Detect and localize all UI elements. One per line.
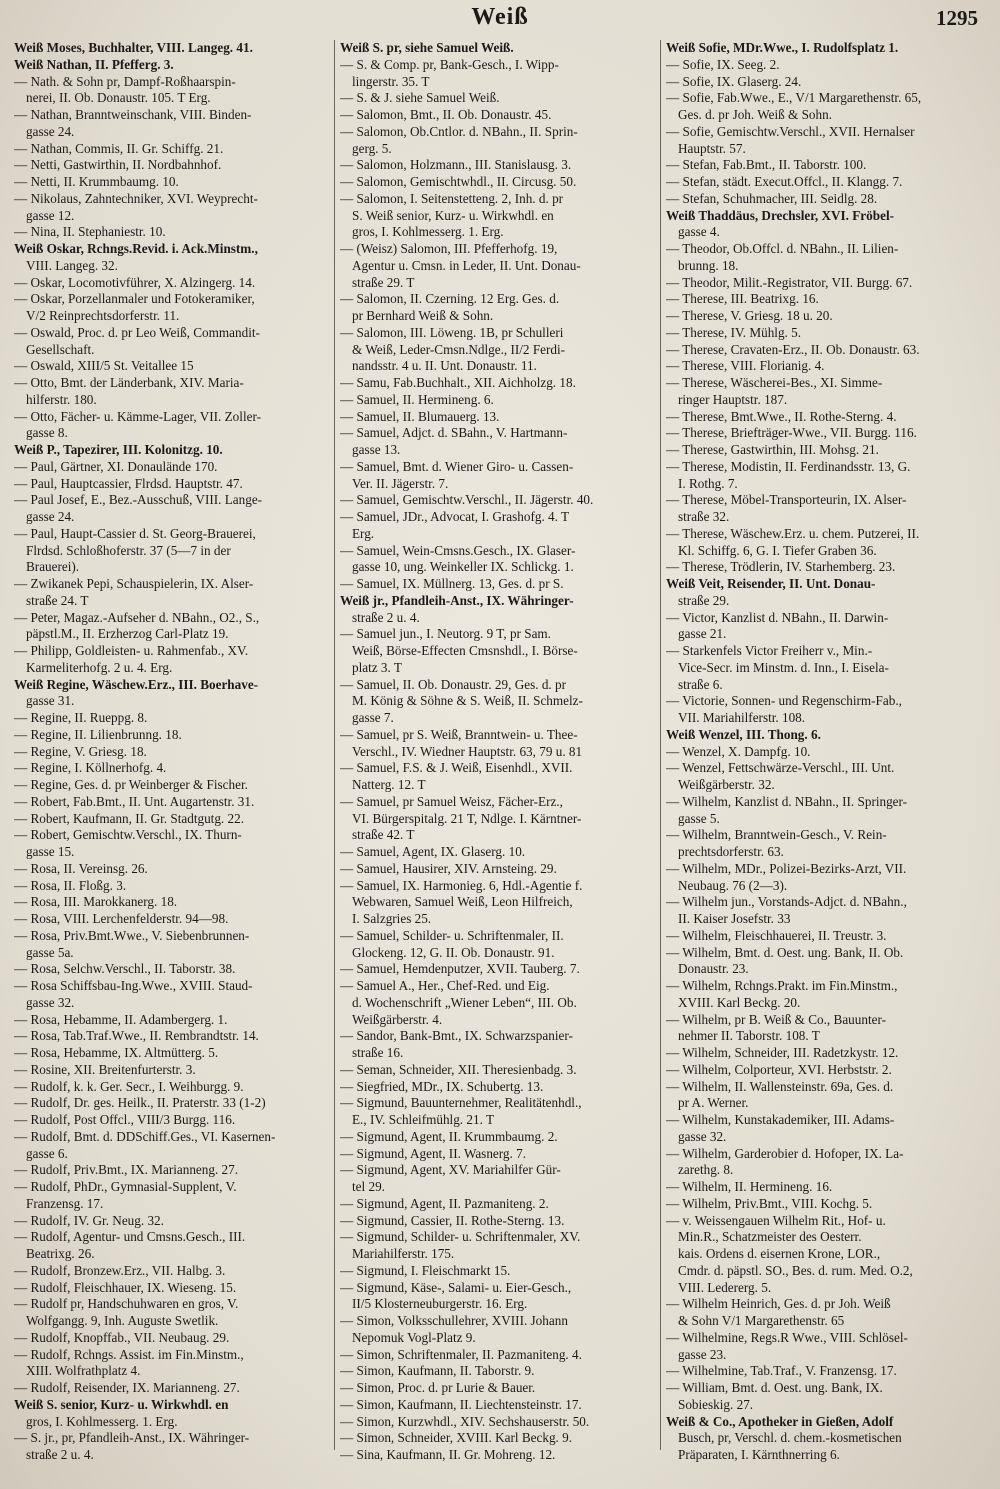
directory-entry-line: Mariahilferstr. 175. [352, 1246, 455, 1261]
directory-entry-line: Weiß Moses, Buchhalter, VIII. Langeg. 41. [14, 40, 253, 55]
directory-entry-line: V/2 Reinprechtsdorferstr. 11. [26, 308, 180, 323]
directory-entry-line: — Victor, Kanzlist d. NBahn., II. Darwin- [666, 609, 889, 625]
directory-entry-line: Karmeliterhofg. 2 u. 4. Erg. [26, 659, 173, 675]
directory-entry-line: gasse 5. [678, 810, 720, 826]
directory-entry-line: Hauptstr. 57. [678, 140, 746, 156]
directory-entry-line: — Therese, Wäscherei-Bes., XI. Simme- [666, 375, 883, 390]
directory-entry-line: gerg. 5. [352, 140, 392, 156]
directory-entry-line: gasse 21. [678, 626, 727, 642]
directory-entry-line: E., IV. Schleifmühlg. 21. T [352, 1112, 495, 1127]
directory-entry-line: gasse 32. [26, 994, 75, 1010]
directory-entry-line: — Regine, V. Griesg. 18. [14, 743, 147, 759]
directory-entry-line: straße 32. [678, 509, 730, 524]
directory-entry-line: — Rosa, VIII. Lerchenfelderstr. 94—98. [14, 911, 229, 926]
directory-entry-line: nehmer II. Taborstr. 108. T [678, 1028, 820, 1044]
directory-entry-line: nandsstr. 4 u. II. Unt. Donaustr. 11. [352, 358, 537, 374]
column-divider [334, 40, 335, 1450]
directory-entry-line: — Sigmund, Agent, II. Pazmaniteng. 2. [340, 1195, 549, 1211]
directory-entry-line: — Nikolaus, Zahntechniker, XVI. Weyprecht- [14, 190, 258, 206]
directory-entry-line: — Rudolf, Bmt. d. DDSchiff.Ges., VI. Kasernen- [14, 1128, 276, 1144]
directory-entry-line: — Philipp, Goldleisten- u. Rahmenfab., XV. [14, 643, 249, 658]
directory-entry-line: prechtsdorferstr. 63. [678, 844, 784, 859]
directory-entry-line: VIII. Langeg. 32. [26, 257, 118, 273]
directory-entry-line: Weißgärberstr. 32. [678, 777, 775, 792]
directory-entry-line: — Samuel A., Her., Chef-Red. und Eig. [340, 978, 550, 993]
directory-entry-line: — Wilhelm, MDr., Polizei-Bezirks-Arzt, VII. [666, 860, 907, 876]
directory-entry-line: Kl. Schiffg. 6, G. I. Tiefer Graben 36. [678, 542, 877, 558]
directory-entry-line: — Samuel, Adjct. d. SBahn., V. Hartmann- [340, 425, 568, 441]
directory-entry-line: — Rosa, Hebamme, II. Adambergerg. 1. [14, 1011, 228, 1027]
directory-entry-line: — Sigmund, Cassier, II. Rothe-Sterng. 13. [340, 1212, 565, 1228]
column-2 [340, 40, 658, 1464]
directory-entry-line: gasse 5a. [26, 944, 74, 960]
directory-entry-line: gasse 31. [26, 693, 75, 709]
directory-entry-line: Weiß, Börse-Effecten Cmsnshdl., I. Börse- [352, 643, 578, 658]
directory-entry-line: — Wilhelm, Kunstakademiker, III. Adams- [666, 1112, 895, 1127]
directory-entry-line: II/5 Klosterneuburgerstr. 16. Erg. [352, 1296, 528, 1312]
directory-entry-line: — Simon, Schriftenmaler, II. Pazmaniteng. 4. [340, 1346, 582, 1362]
directory-entry-line: — Samuel, Agent, IX. Glaserg. 10. [340, 844, 526, 859]
directory-entry-line: — Rudolf, Post Offcl., VIII/3 Burgg. 116. [14, 1112, 236, 1127]
directory-entry-line: — Rudolf pr, Handschuhwaren en gros, V. [14, 1296, 239, 1312]
column-3 [666, 40, 984, 1464]
directory-entry-line: — Sofie, Gemischtw.Verschl., XVII. Hernalser [666, 123, 915, 139]
directory-entry-line: — Zwikanek Pepi, Schauspielerin, IX. Alser- [14, 576, 254, 591]
directory-entry-line: nerei, II. Ob. Donaustr. 105. T Erg. [26, 90, 211, 106]
directory-entry-line: Nepomuk Vogl-Platz 9. [352, 1329, 476, 1345]
directory-entry-line: gasse 7. [352, 710, 394, 725]
directory-entry-line: — Wilhelm, II. Hermineng. 16. [666, 1179, 833, 1194]
directory-entry-line: — Wilhelm, Garderobier d. Hofoper, IX. La- [666, 1145, 904, 1161]
directory-entry-line: gasse 15. [26, 844, 75, 859]
directory-entry-line: — Salomon, Holzmann., III. Stanislausg. 3. [340, 157, 572, 173]
directory-entry-line: brunng. 18. [678, 257, 739, 273]
directory-entry-line: — Starkenfels Victor Freiherr v., Min.- [666, 643, 873, 658]
directory-entry-line: — Paul, Haupt-Cassier d. St. Georg-Brauerei, [14, 525, 256, 541]
directory-entry-line: straße 2 u. 4. [26, 1447, 94, 1462]
directory-entry-line: — Wilhelm, Rchngs.Prakt. im Fin.Minstm., [666, 978, 898, 993]
directory-entry-line: — Therese, III. Beatrixg. 16. [666, 291, 819, 307]
directory-entry-line: platz 3. T [352, 659, 402, 675]
directory-entry-line: — Stefan, Schuhmacher, III. Seidlg. 28. [666, 190, 878, 206]
directory-entry-line: — Rosa, Tab.Traf.Wwe., II. Rembrandtstr. 14. [14, 1028, 259, 1044]
directory-entry-line: — Rudolf, Fleischhauer, IX. Wieseng. 15. [14, 1279, 237, 1295]
directory-entry-line: — Wilhelm, Branntwein-Gesch., V. Rein- [666, 827, 887, 843]
directory-entry-line: II. Kaiser Josefstr. 33 [678, 911, 791, 926]
directory-entry-line: — Nathan, Branntweinschank, VIII. Binden- [14, 107, 252, 122]
directory-entry-line: straße 29. [678, 592, 730, 608]
directory-entry-line: — Rudolf, Bronzew.Erz., VII. Halbg. 3. [14, 1262, 226, 1278]
directory-entry-line: — Salomon, II. Czerning. 12 Erg. Ges. d. [340, 291, 560, 307]
directory-entry-line: — Rosa Schiffsbau-Ing.Wwe., XVIII. Staud- [14, 978, 253, 993]
directory-entry-line: gasse 23. [678, 1346, 727, 1362]
directory-entry-line: — Rudolf, IV. Gr. Neug. 32. [14, 1212, 164, 1228]
directory-entry-line: — Sandor, Bank-Bmt., IX. Schwarzspanier- [340, 1028, 573, 1044]
directory-entry-line: — Nina, II. Stephaniestr. 10. [14, 224, 166, 240]
directory-entry-line: I. Rothg. 7. [678, 475, 738, 491]
directory-entry-line: — Regine, II. Lilienbrunng. 18. [14, 726, 182, 742]
page-title: Weiß [471, 4, 529, 30]
directory-entry-line: — Wilhelm, Priv.Bmt., VIII. Kochg. 5. [666, 1195, 873, 1211]
directory-entry-line: — Samuel jun., I. Neutorg. 9 T, pr Sam. [340, 626, 551, 642]
column-divider [660, 40, 661, 1450]
directory-entry-line: — Rosa, Priv.Bmt.Wwe., V. Siebenbrunnen- [14, 927, 250, 943]
directory-entry-line: — Wilhelmine, Regs.R Wwe., VIII. Schlösel- [666, 1329, 908, 1345]
directory-entry-line: — Sofie, IX. Glaserg. 24. [666, 73, 802, 89]
directory-entry-line: — Samu, Fab.Buchhalt., XII. Aichholzg. 18. [340, 375, 576, 390]
directory-entry-line: — Stefan, städt. Execut.Offcl., II. Klangg. 7. [666, 174, 903, 189]
directory-entry-line: — Rudolf, k. k. Ger. Secr., I. Weihburgg. 9. [14, 1078, 244, 1094]
directory-entry-line: Franzensg. 17. [26, 1195, 104, 1211]
directory-entry-line: — Therese, Trödlerin, IV. Starhemberg. 23. [666, 559, 896, 575]
directory-entry-line: XIII. Wolfrathplatz 4. [26, 1363, 141, 1379]
directory-entry-line: — S. & Comp. pr, Bank-Gesch., I. Wipp- [340, 56, 559, 72]
page-number: 1295 [936, 6, 978, 30]
directory-entry-line: — Rosa, Selchw.Verschl., II. Taborstr. 38. [14, 961, 236, 977]
directory-entry-line: straße 2 u. 4. [352, 609, 420, 625]
directory-entry-line: Gesellschaft. [26, 341, 95, 357]
directory-entry-line: Glockeng. 12, G. II. Ob. Donaustr. 91. [352, 944, 555, 960]
directory-entry-line: — Therese, Wäschew.Erz. u. chem. Putzerei, II. [666, 525, 920, 541]
directory-entry-line: — Nath. & Sohn pr, Dampf-Roßhaarspin- [14, 73, 236, 89]
directory-entry-line: — Rudolf, Rchngs. Assist. im Fin.Minstm., [14, 1346, 244, 1362]
directory-entry-line: — Samuel, pr S. Weiß, Branntwein- u. Thee- [340, 726, 578, 742]
directory-entry-line: Min.R., Schatzmeister des Oesterr. [678, 1229, 862, 1245]
column-1 [14, 40, 332, 1464]
directory-entry-line: — Rudolf, PhDr., Gymnasial-Supplent, V. [14, 1179, 237, 1194]
directory-entry-line: — Salomon, Gemischtwhdl., II. Circusg. 50. [340, 174, 577, 189]
directory-entry-line: Weiß Thaddäus, Drechsler, XVI. Fröbel- [666, 207, 894, 223]
directory-entry-line: gasse 24. [26, 509, 75, 524]
directory-entry-line: — Wilhelm, Schneider, III. Radetzkystr. 12. [666, 1045, 899, 1060]
directory-entry-line: — Sigmund, Agent, II. Krummbaumg. 2. [340, 1128, 558, 1144]
directory-entry-line: gros, I. Kohlmesserg. 1. Erg. [352, 224, 504, 240]
directory-entry-line: tel 29. [352, 1179, 385, 1194]
directory-entry-line: — Otto, Bmt. der Länderbank, XIV. Maria- [14, 375, 244, 390]
directory-entry-line: — Rosa, II. Floßg. 3. [14, 877, 127, 893]
directory-entry-line: — Robert, Fab.Bmt., II. Unt. Augartenstr. 31. [14, 793, 255, 809]
directory-entry-line: Verschl., IV. Wiedner Hauptstr. 63, 79 u. 81 [352, 743, 583, 759]
directory-entry-line: Weiß Regine, Wäschew.Erz., III. Boerhave- [14, 676, 259, 692]
directory-entry-line: Weiß S. senior, Kurz- u. Wirkwhdl. en [14, 1396, 229, 1412]
directory-entry-line: I. Salzgries 25. [352, 911, 432, 926]
directory-entry-line: d. Wochenschrift „Wiener Leben“, III. Ob. [352, 994, 577, 1010]
directory-entry-line: — Oswald, Proc. d. pr Leo Weiß, Commandit- [14, 324, 260, 340]
directory-entry-line: — Siegfried, MDr., IX. Schubertg. 13. [340, 1078, 544, 1094]
directory-entry-line: — Therese, Cravaten-Erz., II. Ob. Donaustr. 63. [666, 341, 920, 357]
directory-entry-line: — Wilhelm, Kanzlist d. NBahn., II. Springer- [666, 793, 908, 809]
directory-entry-line: S. Weiß senior, Kurz- u. Wirkwhdl. en [352, 207, 554, 223]
directory-entry-line: — Sigmund, Bauunternehmer, Realitätenhdl., [340, 1095, 582, 1111]
directory-entry-line: — Samuel, II. Ob. Donaustr. 29, Ges. d. pr [340, 676, 566, 692]
directory-entry-line: — Wilhelm, II. Wallensteinstr. 69a, Ges. d. [666, 1078, 894, 1094]
directory-entry-line: — Sigmund, Schilder- u. Schriftenmaler, XV. [340, 1229, 581, 1245]
directory-entry-line: — Samuel, Bmt. d. Wiener Giro- u. Cassen- [340, 458, 574, 474]
directory-entry-line: Ges. d. pr Joh. Weiß & Sohn. [678, 107, 833, 122]
directory-entry-line: gasse 4. [678, 224, 720, 240]
directory-entry-line: — Samuel, pr Samuel Weisz, Fächer-Erz., [340, 793, 563, 809]
directory-entry-line: lingerstr. 35. T [352, 73, 430, 89]
directory-entry-line: — Wilhelm jun., Vorstands-Adjct. d. NBahn., [666, 894, 907, 910]
directory-entry-line: — Rosa, Hebamme, IX. Altmütterg. 5. [14, 1045, 219, 1060]
directory-entry-line: — Simon, Kaufmann, II. Taborstr. 9. [340, 1363, 535, 1379]
directory-entry-line: Neubaug. 76 (2—3). [678, 877, 788, 893]
directory-entry-line: — Paul Josef, E., Bez.-Ausschuß, VIII. Lange- [14, 492, 263, 508]
directory-entry-line: VIII. Ledererg. 5. [678, 1279, 772, 1295]
directory-entry-line: Brauerei). [26, 559, 80, 575]
directory-entry-line: — Wenzel, X. Dampfg. 10. [666, 743, 811, 759]
directory-entry-line: päpstl.M., II. Erzherzog Carl-Platz 19. [26, 626, 229, 642]
directory-entry-line: straße 6. [678, 676, 723, 692]
directory-entry-line: — Netti, II. Krummbaumg. 10. [14, 174, 179, 189]
directory-entry-line: — Oskar, Porzellanmaler und Fotokeramiker, [14, 291, 255, 307]
directory-entry-line: — Samuel, Gemischtw.Verschl., II. Jägerstr. 40. [340, 492, 594, 508]
directory-entry-line: straße 24. T [26, 592, 89, 608]
directory-entry-line: Weiß Veit, Reisender, II. Unt. Donau- [666, 576, 876, 591]
directory-entry-line: — Rosa, III. Marokkanerg. 18. [14, 894, 178, 910]
directory-entry-line: — Simon, Proc. d. pr Lurie & Bauer. [340, 1380, 536, 1395]
directory-entry-line: pr A. Werner. [678, 1095, 749, 1111]
directory-entry-line: Flrdsd. Schloßhoferstr. 37 (5—7 in der [26, 542, 231, 558]
directory-entry-line: — Samuel, Hausirer, XIV. Arnsteing. 29. [340, 860, 557, 876]
directory-entry-line: — Samuel, JDr., Advocat, I. Grashofg. 4. T [340, 509, 570, 524]
directory-entry-line: — Rudolf, Knopffab., VII. Neubaug. 29. [14, 1329, 230, 1345]
directory-entry-line: — Therese, Gastwirthin, III. Mohsg. 21. [666, 442, 879, 457]
directory-entry-line: — Therese, Bmt.Wwe., II. Rothe-Sterng. 4. [666, 408, 897, 424]
directory-entry-line: — Sofie, Fab.Wwe., E., V/1 Margarethenstr. 65, [666, 90, 922, 106]
directory-entry-line: — Sigmund, Käse-, Salami- u. Eier-Gesch., [340, 1279, 572, 1295]
directory-entry-line: Erg. [352, 525, 375, 541]
directory-entry-line: Donaustr. 23. [678, 961, 749, 977]
directory-entry-line: — Therese, VIII. Florianig. 4. [666, 358, 825, 374]
directory-entry-line: — Wilhelmine, Tab.Traf., V. Franzensg. 17. [666, 1363, 897, 1379]
directory-entry-line: — Stefan, Fab.Bmt., II. Taborstr. 100. [666, 157, 867, 173]
directory-entry-line: Beatrixg. 26. [26, 1246, 95, 1261]
directory-entry-line: — Wilhelm Heinrich, Ges. d. pr Joh. Weiß [666, 1296, 891, 1312]
directory-entry-line: Präparaten, I. Kärnthnerring 6. [678, 1447, 840, 1462]
directory-entry-line: — Theodor, Milit.-Registrator, VII. Burgg. 67. [666, 274, 913, 290]
directory-entry-line: — Seman, Schneider, XII. Theresienbadg. 3. [340, 1061, 577, 1077]
directory-entry-line: Weiß Wenzel, III. Thong. 6. [666, 726, 821, 742]
directory-entry-line: Sobieskig. 27. [678, 1396, 754, 1412]
directory-entry-line: — Rosine, XII. Breitenfurterstr. 3. [14, 1061, 196, 1077]
directory-entry-line: — Simon, Kaufmann, II. Liechtensteinstr. 17. [340, 1396, 582, 1412]
directory-entry-line: — Therese, Briefträger-Wwe., VII. Burgg. 116. [666, 425, 917, 441]
directory-entry-line: — Otto, Fächer- u. Kämme-Lager, VII. Zoller- [14, 408, 261, 424]
directory-entry-line: — Netti, Gastwirthin, II. Nordbahnhof. [14, 157, 222, 173]
directory-entry-line: ringer Hauptstr. 187. [678, 391, 788, 407]
directory-entry-line: — S. & J. siehe Samuel Weiß. [340, 90, 500, 106]
directory-entry-line: — Samuel, II. Hermineng. 6. [340, 391, 494, 407]
directory-entry-line: & Sohn V/1 Margarethenstr. 65 [678, 1313, 845, 1328]
directory-entry-line: — Paul, Gärtner, XI. Donaulände 170. [14, 458, 218, 474]
directory-entry-line: — Therese, IV. Mühlg. 5. [666, 324, 802, 340]
directory-entry-line: — Wenzel, Fettschwärze-Verschl., III. Unt. [666, 760, 895, 776]
directory-entry-line: — Salomon, III. Löweng. 1B, pr Schulleri [340, 324, 564, 340]
directory-entry-line: — Salomon, I. Seitenstetteng. 2, Inh. d. pr [340, 190, 564, 206]
directory-entry-line: kais. Ordens d. eisernen Krone, LOR., [678, 1246, 881, 1261]
directory-entry-line: gasse 10, ung. Weinkeller IX. Schlickg. 1. [352, 559, 574, 575]
directory-entry-line: — Nathan, Commis, II. Gr. Schiffg. 21. [14, 140, 224, 156]
directory-entry-line: Ver. II. Jägerstr. 7. [352, 475, 449, 491]
directory-entry-line: gasse 8. [26, 425, 68, 441]
directory-entry-line: Weiß jr., Pfandleih-Anst., IX. Währinger- [340, 592, 574, 608]
directory-entry-line: — Rudolf, Agentur- und Cmsns.Gesch., III. [14, 1229, 246, 1245]
directory-entry-line: zarethg. 8. [678, 1162, 734, 1178]
directory-entry-line: gasse 6. [26, 1145, 68, 1161]
directory-entry-line: gros, I. Kohlmesserg. 1. Erg. [26, 1413, 178, 1429]
directory-entry-line: — Salomon, Bmt., II. Ob. Donaustr. 45. [340, 107, 552, 122]
directory-entry-line: — Therese, Möbel-Transporteurin, IX. Alser- [666, 492, 907, 508]
directory-entry-line: — Rudolf, Dr. ges. Heilk., II. Praterstr. 33 (1-2) [14, 1095, 266, 1111]
directory-entry-line: — Samuel, Hemdenputzer, XVII. Tauberg. 7. [340, 961, 580, 977]
directory-entry-line: — Samuel, Schilder- u. Schriftenmaler, II. [340, 927, 564, 943]
directory-entry-line: — Sigmund, I. Fleischmarkt 15. [340, 1262, 511, 1278]
directory-entry-line: Weiß S. pr, siehe Samuel Weiß. [340, 40, 514, 55]
directory-entry-line: — Wilhelm, Colporteur, XVI. Herbststr. 2. [666, 1061, 892, 1077]
directory-entry-line: — Sigmund, Agent, XV. Mariahilfer Gür- [340, 1162, 561, 1178]
directory-entry-line: straße 29. T [352, 274, 415, 290]
directory-entry-line: — Simon, Volksschullehrer, XVIII. Johann [340, 1313, 568, 1328]
directory-entry-line: Agentur u. Cmsn. in Leder, II. Unt. Donau- [352, 257, 581, 273]
directory-entry-line: — Sigmund, Agent, II. Wasnerg. 7. [340, 1145, 526, 1161]
directory-entry-line: Weiß & Co., Apotheker in Gießen, Adolf [666, 1413, 894, 1429]
directory-entry-line: Wolfgangg. 9, Inh. Auguste Swetlik. [26, 1313, 219, 1328]
directory-entry-line: — Peter, Magaz.-Aufseher d. NBahn., O2., S., [14, 609, 260, 625]
directory-entry-line: — Salomon, Ob.Cntlor. d. NBahn., II. Sprin- [340, 123, 578, 139]
directory-entry-line: — Wilhelm, Fleischhauerei, II. Treustr. 3. [666, 927, 887, 943]
directory-entry-line: gasse 24. [26, 123, 75, 139]
directory-entry-line: — Oswald, XIII/5 St. Veitallee 15 [14, 358, 194, 374]
directory-entry-line: — Theodor, Ob.Offcl. d. NBahn., II. Lilien- [666, 241, 899, 256]
directory-entry-line: — Regine, I. Köllnerhofg. 4. [14, 760, 167, 776]
directory-entry-line: — Samuel, II. Blumauerg. 13. [340, 408, 500, 424]
directory-entry-line: gasse 12. [26, 207, 75, 223]
directory-entry-line: — Paul, Hauptcassier, Flrdsd. Hauptstr. 47. [14, 475, 243, 491]
directory-entry-line: — William, Bmt. d. Oest. ung. Bank, IX. [666, 1380, 883, 1395]
directory-entry-line: — Robert, Gemischtw.Verschl., IX. Thurn- [14, 827, 242, 843]
directory-entry-line: — Rudolf, Reisender, IX. Marianneng. 27. [14, 1380, 240, 1395]
directory-entry-line: — Sofie, IX. Seeg. 2. [666, 56, 780, 72]
page-header [0, 4, 1000, 34]
directory-entry-line: Weißgärberstr. 4. [352, 1011, 443, 1027]
directory-entry-line: hilferstr. 180. [26, 391, 97, 407]
directory-entry-line: Cmdr. d. päpstl. SO., Bes. d. rum. Med. O.2, [678, 1262, 913, 1278]
directory-entry-line: — Robert, Kaufmann, II. Gr. Stadtgutg. 22. [14, 810, 245, 826]
directory-entry-line: — Regine, Ges. d. pr Weinberger & Fischer. [14, 777, 248, 792]
directory-entry-line: — Samuel, IX. Harmonieg. 6, Hdl.-Agentie f. [340, 877, 583, 893]
directory-entry-line: gasse 13. [352, 442, 401, 457]
directory-entry-line: — Oskar, Locomotivführer, X. Alzingerg. 14. [14, 274, 256, 290]
directory-entry-line: Weiß Oskar, Rchngs.Revid. i. Ack.Minstm., [14, 241, 258, 256]
directory-entry-line: — Rudolf, Priv.Bmt., IX. Marianneng. 27. [14, 1162, 239, 1178]
directory-entry-line: — Wilhelm, Bmt. d. Oest. ung. Bank, II. Ob. [666, 944, 904, 960]
directory-entry-line: — Therese, Modistin, II. Ferdinandsstr. 13, G. [666, 458, 911, 474]
directory-entry-line: VI. Bürgerspitalg. 21 T, Ndlge. I. Kärntner- [352, 810, 582, 826]
directory-entry-line: Webwaren, Samuel Weiß, Leon Hilfreich, [352, 894, 573, 910]
directory-entry-line: Weiß Sofie, MDr.Wwe., I. Rudolfsplatz 1. [666, 40, 899, 55]
directory-entry-line: Weiß P., Tapezirer, III. Kolonitzg. 10. [14, 442, 223, 457]
directory-entry-line: — Wilhelm, pr B. Weiß & Co., Bauunter- [666, 1011, 886, 1027]
directory-entry-line: Busch, pr, Verschl. d. chem.-kosmetischen [678, 1430, 902, 1446]
directory-entry-line: — Sina, Kaufmann, II. Gr. Mohreng. 12. [340, 1447, 556, 1462]
directory-entry-line: — v. Weissengauen Wilhelm Rit., Hof- u. [666, 1212, 886, 1228]
directory-entry-line: — Therese, V. Griesg. 18 u. 20. [666, 308, 833, 323]
directory-entry-line: straße 16. [352, 1045, 404, 1060]
directory-entry-line: Vice-Secr. im Minstm. d. Inn., I. Eisela- [678, 659, 889, 675]
directory-entry-line: — (Weisz) Salomon, III. Pfefferhofg. 19, [340, 241, 558, 256]
directory-entry-line: straße 42. T [352, 827, 415, 843]
directory-entry-line: — Samuel, Wein-Cmsns.Gesch., IX. Glaser- [340, 542, 576, 558]
directory-entry-line: — Victorie, Sonnen- und Regenschirm-Fab., [666, 693, 902, 709]
directory-entry-line: — Regine, II. Rueppg. 8. [14, 710, 148, 725]
directory-entry-line: pr Bernhard Weiß & Sohn. [352, 308, 494, 323]
directory-entry-line: XVIII. Karl Beckg. 20. [678, 994, 801, 1010]
directory-entry-line: & Weiß, Leder-Cmsn.Ndlge., II/2 Ferdi- [352, 341, 566, 357]
directory-entry-line: — S. jr., pr, Pfandleih-Anst., IX. Währinger- [14, 1430, 250, 1446]
directory-entry-line: M. König & Söhne & S. Weiß, II. Schmelz- [352, 693, 583, 709]
directory-entry-line: Weiß Nathan, II. Pfefferg. 3. [14, 56, 174, 72]
directory-entry-line: VII. Mariahilferstr. 108. [678, 710, 806, 725]
directory-entry-line: — Simon, Schneider, XVIII. Karl Beckg. 9. [340, 1430, 573, 1446]
directory-entry-line: — Samuel, F.S. & J. Weiß, Eisenhdl., XVII. [340, 760, 573, 776]
directory-entry-line: — Simon, Kurzwhdl., XIV. Sechshauserstr. 50. [340, 1413, 590, 1429]
directory-entry-line: — Rosa, II. Vereinsg. 26. [14, 860, 148, 876]
directory-entry-line: gasse 32. [678, 1128, 727, 1144]
directory-entry-line: Natterg. 12. T [352, 777, 426, 792]
directory-entry-line: — Samuel, IX. Müllnerg. 13, Ges. d. pr S. [340, 576, 564, 591]
